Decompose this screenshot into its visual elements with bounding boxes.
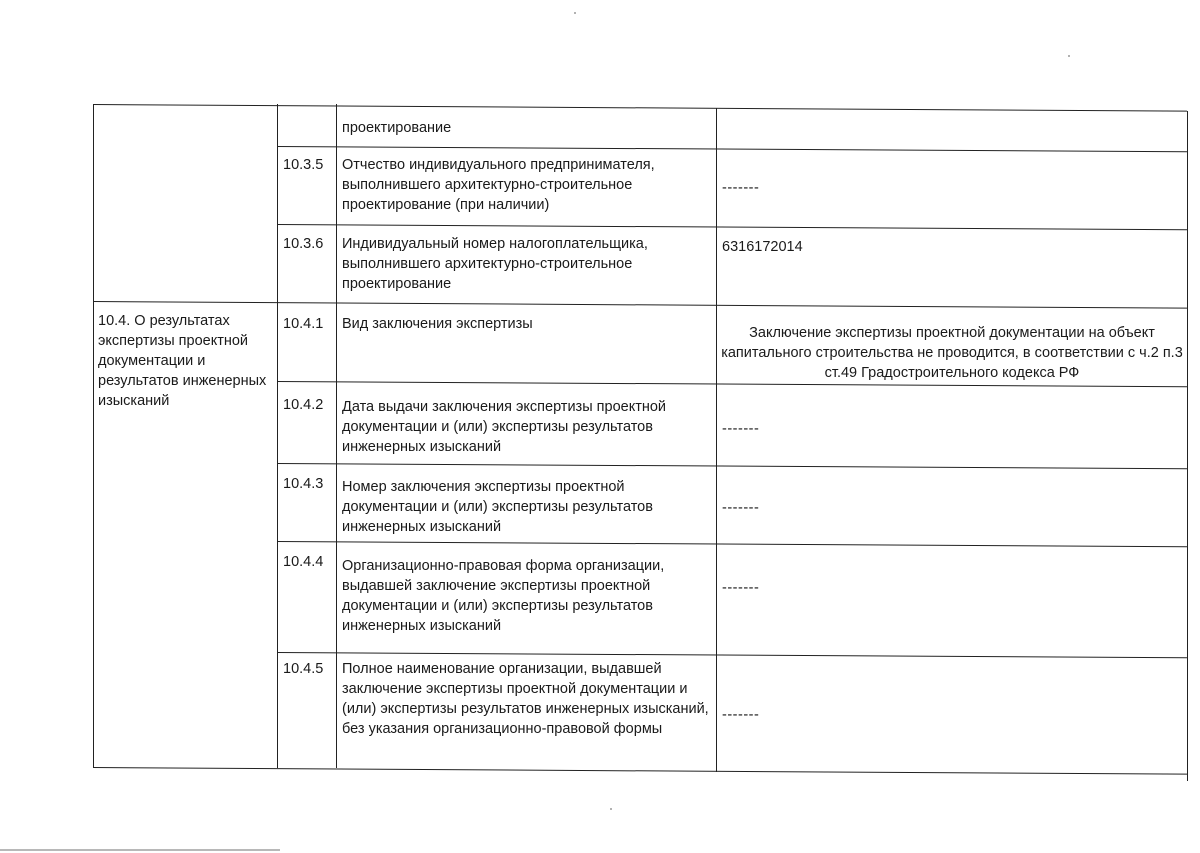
row-separator-7 [277,652,1187,658]
row-value-10-4-4: ------- [722,580,760,596]
row-number-10-4-4: 10.4.4 [283,554,324,570]
row-description-10-4-1: Вид заключения экспертизы [342,316,533,332]
row-description-10-4-3: Номер заключения экспертизы проектной документации и (или) экспертизы результатов инженерных изысканий [342,479,653,535]
scan-speck [610,808,612,810]
row-separator-6 [277,541,1187,547]
row-value-10-4-5: ------- [722,707,760,723]
row-number-10-3-5: 10.3.5 [283,157,324,173]
row-value-10-3-6: 6316172014 [722,239,803,255]
row-separator-5 [277,463,1187,469]
row-description-10-3-6: Индивидуальный номер налогоплательщика, выполнившего архитектурно-строительное проектирование [342,236,648,292]
table-top-border [93,104,1187,112]
row-description-10-3-5: Отчество индивидуального предпринимателя, выполнившего архитектурно-строительное проектирование (при наличии) [342,157,655,213]
table-left-border [93,104,94,768]
row-number-10-3-6: 10.3.6 [283,236,324,252]
row-number-10-4-3: 10.4.3 [283,476,324,492]
scan-speck [1068,55,1070,57]
table-right-border [1187,111,1188,781]
table-col-divider-2 [336,104,337,768]
row-value-10-3-5: ------- [722,180,760,196]
row-separator-1 [277,146,1187,152]
row-separator-2 [277,224,1187,230]
table-bottom-border [93,767,1187,775]
row-value-10-4-1: Заключение экспертизы проектной документации на объект капитального строительства не проводится, в соответствии с ч.2 п.3 ст.49 Градостроительного кодекса РФ [721,325,1183,381]
continued-row-description: проектирование [342,120,452,136]
row-number-10-4-5: 10.4.5 [283,661,324,677]
row-description-10-4-2: Дата выдачи заключения экспертизы проектной документации и (или) экспертизы результатов инженерных изысканий [342,399,667,455]
row-number-10-4-1: 10.4.1 [283,316,324,332]
section-10-4-title: 10.4. О результатах экспертизы проектной документации и результатов инженерных изысканий [98,313,267,409]
table-col-divider-1 [277,104,278,768]
row-separator-3 [93,301,1187,309]
scan-speck [574,12,576,14]
row-description-10-4-5: Полное наименование организации, выдавшей заключение экспертизы проектной документации и (или) экспертизы результатов инженерных изысканий, без указания организационно-правовой формы [342,661,709,737]
scan-edge-strip [0,849,280,851]
row-value-10-4-3: ------- [722,500,760,516]
table-col-divider-3 [716,108,717,772]
row-description-10-4-4: Организационно-правовая форма организации, выдавшей заключение экспертизы проектной документации и (или) экспертизы результатов инженерных изысканий [342,558,665,634]
row-value-10-4-2: ------- [722,421,760,437]
row-number-10-4-2: 10.4.2 [283,397,324,413]
